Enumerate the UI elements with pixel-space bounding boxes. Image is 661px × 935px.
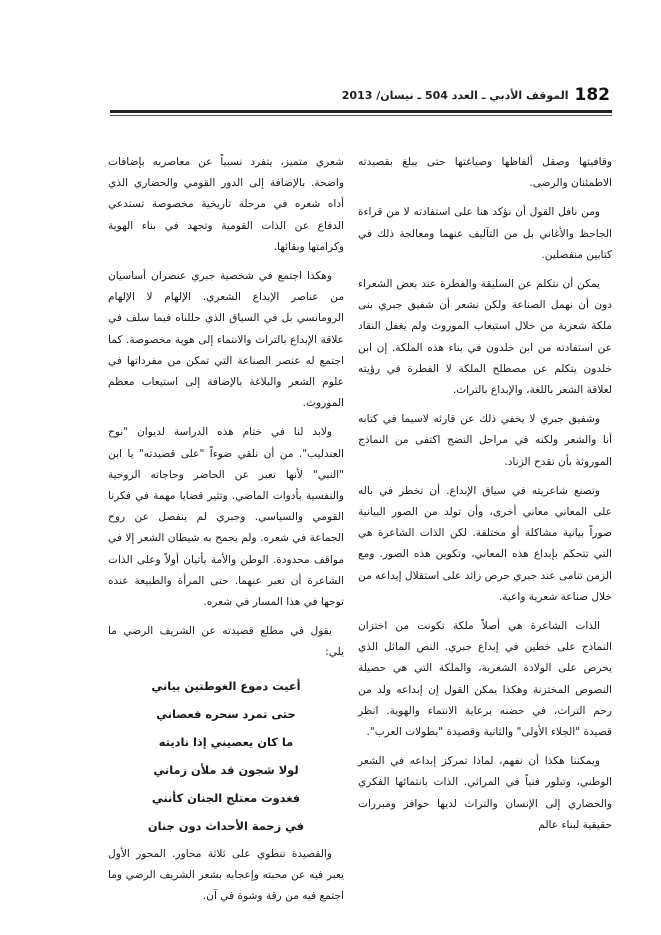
header-rule-thin [110, 115, 612, 116]
poem-line: لولا شجون قد ملأن زماني [153, 762, 299, 777]
paragraph: وقافيتها وصقل ألفاظها وصياغتها حتى يبلغ بقصيدته الاطمئنان والرضى. [358, 156, 612, 190]
paragraph: وتصنع شاعريته في سياق الإبداع. أن تخطر في باله على المعاني معاني أخرى، وأن تولد من الصور البيانية صوراً بيانية مشاكلة أو مختلفة. لكن الذات الشاعرة هي التي تتحكم بإبداع هذه المعاني، وتكوين هذه الصور. ومع الزمن تنامى عند جبري حرص زائد على استقلال إبداعه من خلال صناعة شعرية واعية. [358, 484, 612, 603]
page-header [341, 82, 610, 108]
header-rule [110, 110, 612, 113]
paragraph: وشفيق جبري لا يخفي ذلك عن قارئه لاسيما في كتابه أنا والشعر ولكنه في مراحل النضج اكتفى من النماذج الموروثة بأن تقدح الزناد. [358, 413, 612, 468]
paragraph: ويمكننا هكذا أن نفهم، لماذا تمركز إبداعه في الشعر الوطني، وتبلور فنياً في المراثي. الذات بانتمائها الفكري والحضاري إلى الإنسان والتراث لديها حوافز ومبررات حقيقية لبناء عالم [358, 755, 612, 831]
paragraph: يقول في مطلع قصيدته عن الشريف الرضي ما يلي: [108, 625, 344, 659]
poem [108, 672, 344, 840]
poem-line: فغدوت معتلج الجنان كأنني [151, 790, 301, 805]
paragraph: والقصيدة تنطوي على ثلاثة محاور. المحور الأول يعبر فيه عن محبته وإعجابه بشعر الشريف الرضي وما اجتمع فيه من رقة وشوة في آن. [108, 847, 344, 903]
issue-line: الموقف الأدبي ـ العدد 504 ـ نيسان/ 2013 [341, 88, 569, 102]
paragraph: ومن نافل القول أن نؤكد هنا على استفادته لا من قراءة الجاحظ والأغاني بل من التآليف عنهما ومعالجة ذلك في كتابين منفصلين. [358, 206, 612, 261]
poem-line: أعيت دموع الغوطتين بياني [151, 678, 301, 693]
left-column [108, 152, 344, 915]
paragraph: الذات الشاعرة هي أصلاً ملكة تكونت من اختزان النماذج على خطين في إبداع جبري. النص الماثل الذي يحرص على الولادة الشعرية، والملكة التي هي حصيلة النصوص المختزنة وهكذا يمكن القول إن إبداعه ولد من رحم التراث، في حضنه برعاية الانتماء والهوية. انظر قصيدة "الجلاء الأولى" والثانية وقصيدة "بطولات العرب". [358, 620, 612, 739]
paragraph: يمكن أن نتكلم عن السليقة والفطرة عند بعض الشعراء دون أن نهمل الصناعة ولكن نشعر أن شفيق جبري بنى ملكة شعرية من خلال استيعاب الموروث ولم يغفل النقاد عن استفادته من ابن خلدون في بناء هذه الملكة. إن ابن خلدون يتكلم عن مصطلح الملكة لا الفطرة في رؤيته لعلاقة الشعر باللغة، والإبداع بالتراث. [358, 278, 612, 397]
paragraph: وهكذا اجتمع في شخصية جبري عنصران أساسيان من عناصر الإبداع الشعري. الإلهام لا الإلهام الرومانسي بل في السياق الذي حللناه فيما سلف في علاقة الإبداع بالتراث والانتماء إلى هوية مخصوصة. كما اجتمع له عنصر الصناعة التي تمكن من مفرداتها في علوم الشعر والبلاغة بالإضافة إلى استيعاب معظم الموروث. [108, 270, 344, 410]
poem-line: حتى تمرد سحره فعصاني [156, 706, 296, 721]
right-column [358, 152, 612, 844]
poem-line: ما كان يعصيني إذا ناديته [158, 734, 294, 749]
paragraph: ولابد لنا في ختام هذه الدراسة لديوان "نوح العندليب". من أن نلقي ضوءاً "على قصيدته" يا ابن "النبي" لأنها تعبر عن الحاضر وحاجاته الروحية والنفسية بأدوات الماضي. وتثير قضايا مهمة في فكرنا القومي والسياسي. وجبري لم ينفصل عن روح الجماعة في شعره. ولم يجمح به شيطان الشعر إلا في مواقف محدودة. الوطن والأمة يأتيان أولاً وعلى الذات الشاعرة أن تعبر عنهما. حتى المرأة والطبيعة عنده توجها في هذا المسار في شعره. [108, 426, 344, 609]
paragraph: شعري متميز، يتفرد نسبياً عن معاصريه بإضافات واضحة. بالإضافة إلى الدور القومي والحضاري الذي أداه شعره في مرحلة تاريخية مخصوصة تستدعي الدفاع عن الذات القومية وتجهد في بناء الهوية وكرامتها وبقائها. [108, 156, 344, 253]
poem-line: في زحمة الأحداث دون جنان [147, 818, 305, 833]
page-number: 182 [574, 85, 610, 105]
